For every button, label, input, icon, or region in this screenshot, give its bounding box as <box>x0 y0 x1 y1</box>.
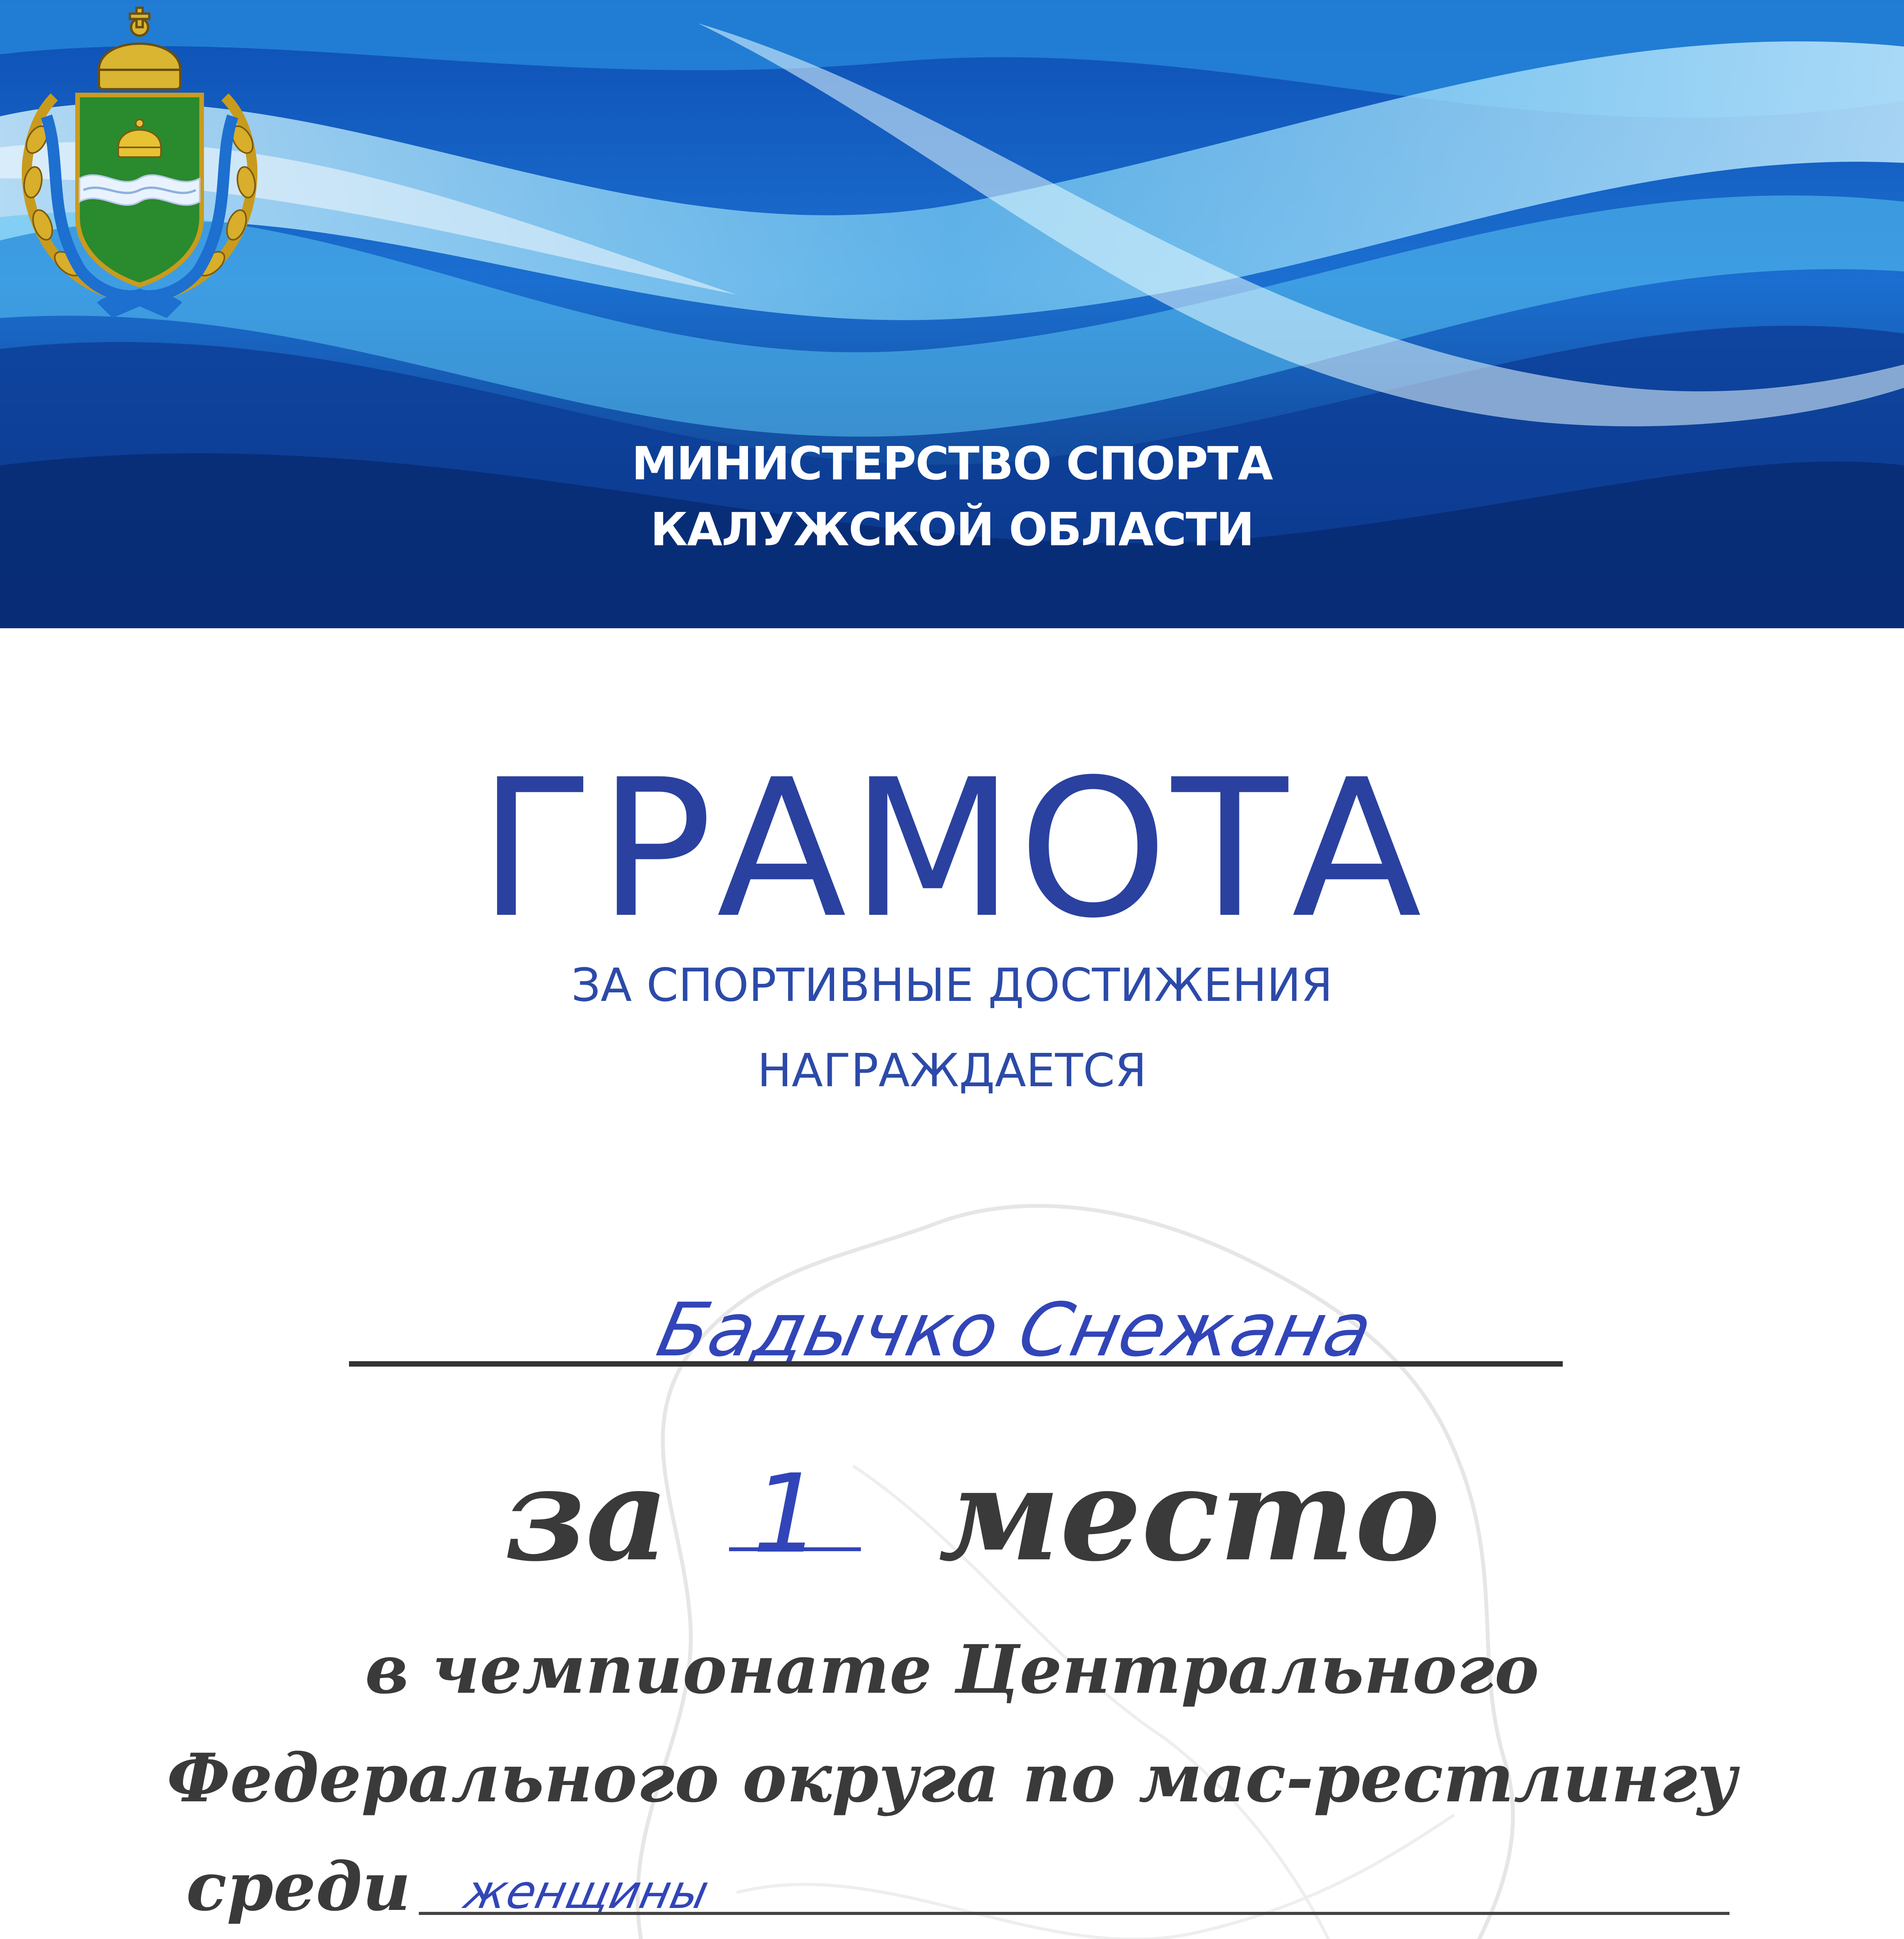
recipient-name-line <box>349 1361 1563 1367</box>
place-prefix: за <box>504 1439 669 1590</box>
certificate-title: ГРАМОТА <box>478 738 1426 960</box>
awarded-label: НАГРАЖДАЕТСЯ <box>757 1044 1147 1097</box>
ministry-name-line1: МИНИСТЕРСТВО СПОРТА <box>631 437 1273 490</box>
event-line-2: Федерального округа по мас-рестлингу <box>167 1739 1737 1817</box>
among-value: женщины <box>460 1865 714 1919</box>
header-banner <box>0 0 1904 628</box>
among-underline <box>419 1912 1729 1915</box>
ministry-name-line2: КАЛУЖСКОЙ ОБЛАСТИ <box>650 503 1254 556</box>
ministry-name <box>0 430 1904 562</box>
place-underline <box>729 1547 861 1551</box>
recipient-name: Бадычко Снежана <box>650 1287 1380 1373</box>
place-row <box>0 1439 1904 1590</box>
place-suffix: место <box>938 1439 1440 1590</box>
kaluga-region-coat-of-arms-icon <box>0 0 279 326</box>
certificate-subtitle: ЗА СПОРТИВНЫЕ ДОСТИЖЕНИЯ <box>571 958 1333 1012</box>
place-value: 1 <box>752 1451 822 1578</box>
among-label: среди <box>186 1847 411 1926</box>
event-line-1: в чемпионате Центрального <box>365 1630 1539 1709</box>
